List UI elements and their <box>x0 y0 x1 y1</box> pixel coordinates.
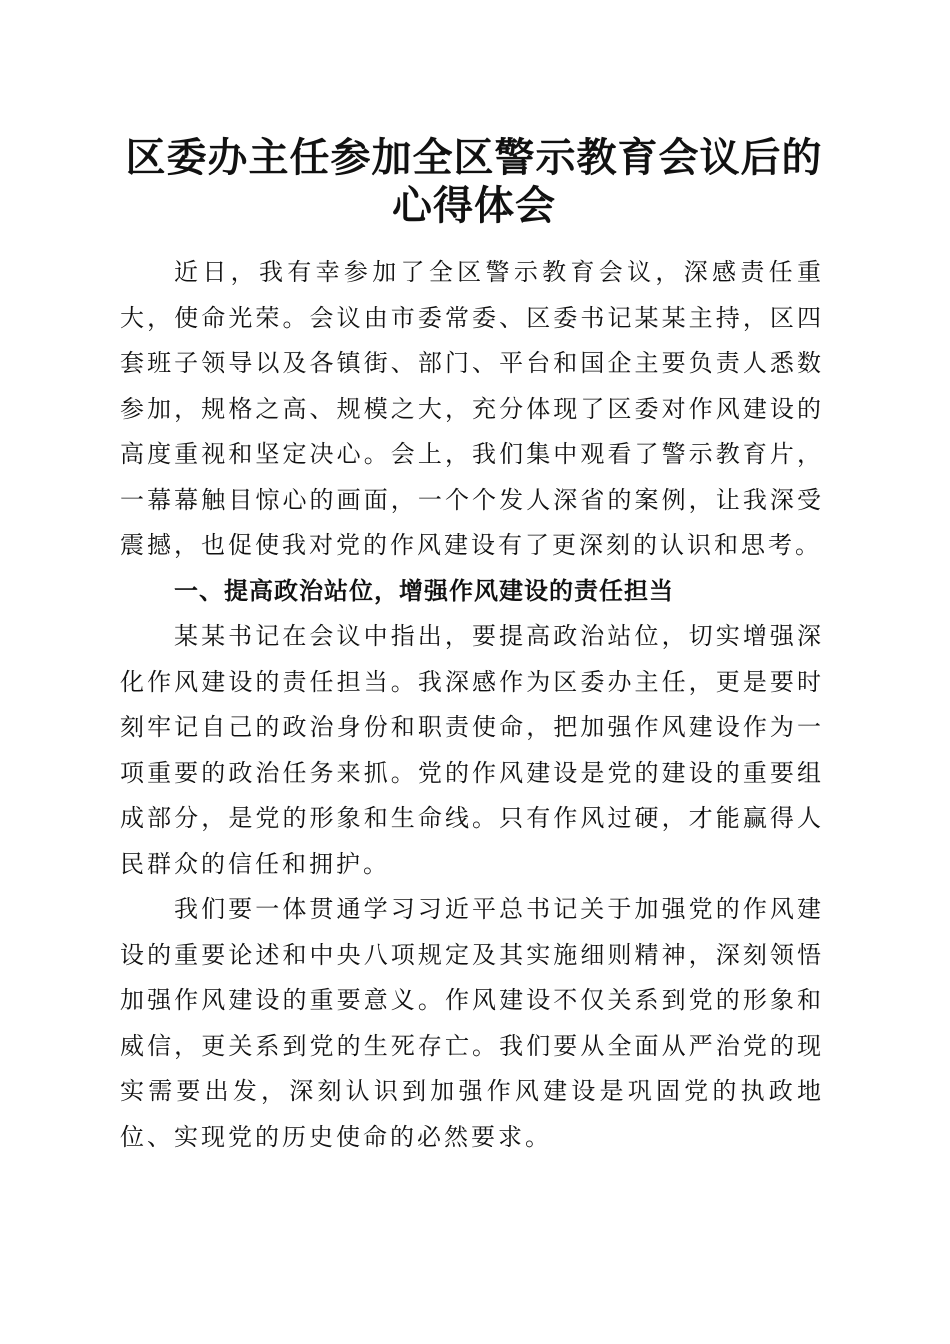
paragraph-intro: 近日，我有幸参加了全区警示教育会议，深感责任重大，使命光荣。会议由市委常委、区委书记某某主持，区四套班子领导以及各镇街、部门、平台和国企主要负责人悉数参加，规格之高、规模之大，充分体现了区委对作风建设的高度重视和坚定决心。会上，我们集中观看了警示教育片，一幕幕触目惊心的画面，一个个发人深省的案例，让我深受震撼，也促使我对党的作风建设有了更深刻的认识和思考。 <box>120 258 824 559</box>
paragraph-section-1-b: 我们要一体贯通学习习近平总书记关于加强党的作风建设的重要论述和中央八项规定及其实施细则精神，深刻领悟加强作风建设的重要意义。作风建设不仅关系到党的形象和威信，更关系到党的生死存亡。我们要从全面从严治党的现实需要出发，深刻认识到加强作风建设是巩固党的执政地位、实现党的历史使命的必然要求。 <box>120 895 824 1151</box>
document-body <box>120 250 824 1160</box>
paragraph-section-1-a: 某某书记在会议中指出，要提高政治站位，切实增强深化作风建设的责任担当。我深感作为区委办主任，更是要时刻牢记自己的政治身份和职责使命，把加强作风建设作为一项重要的政治任务来抓。党的作风建设是党的建设的重要组成部分，是党的形象和生命线。只有作风过硬，才能赢得人民群众的信任和拥护。 <box>120 622 824 878</box>
document-title: 区委办主任参加全区警示教育会议后的心得体会 <box>125 134 823 229</box>
section-heading-1: 一、提高政治站位，增强作风建设的责任担当 <box>174 576 674 605</box>
